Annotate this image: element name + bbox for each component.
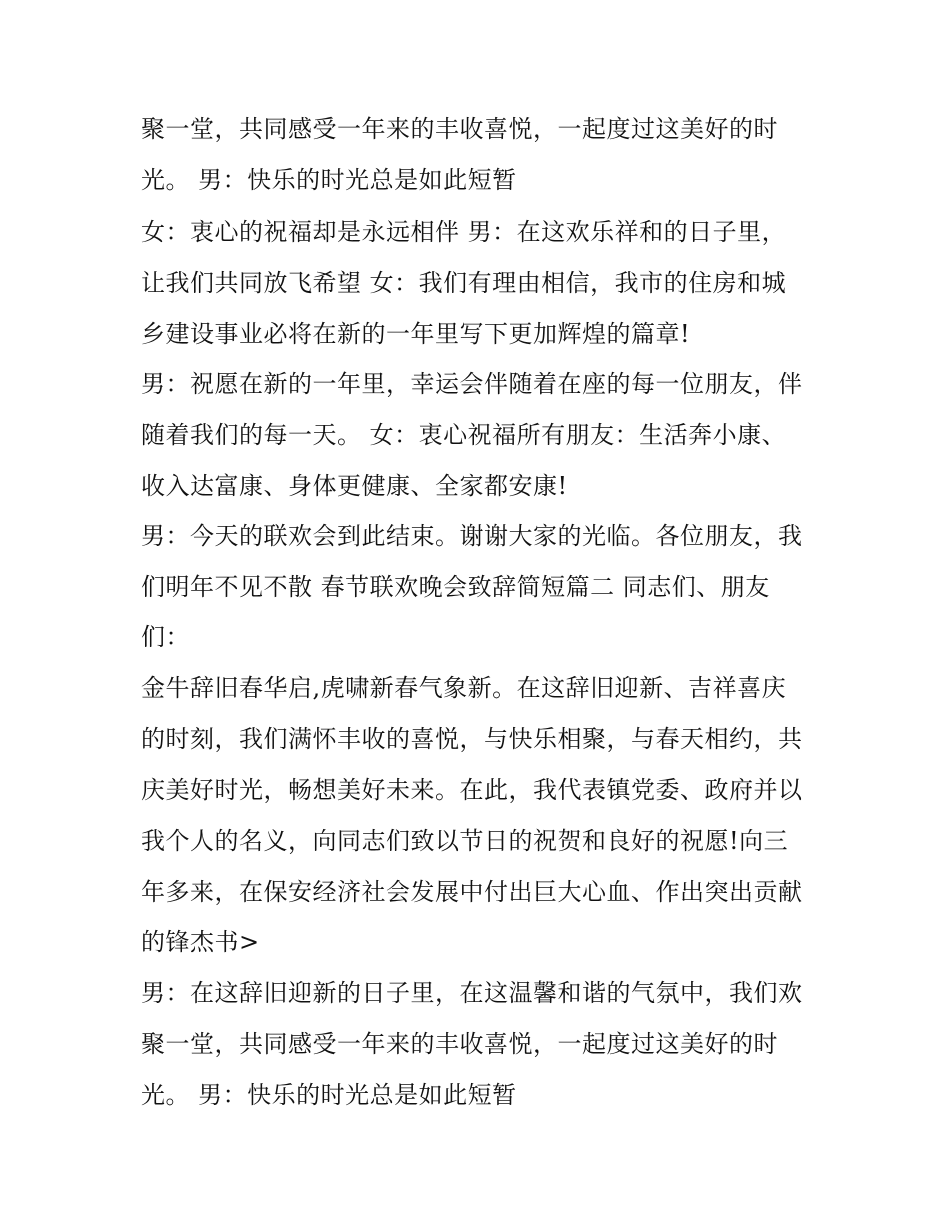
text-line: 乡建设事业必将在新的一年里写下更加辉煌的篇章! [141, 320, 691, 348]
text-line: 随着我们的每一天。 女：衷心祝福所有朋友：生活奔小康、 [141, 421, 787, 449]
text-line: 聚一堂，共同感受一年来的丰收喜悦，一起度过这美好的时 [141, 1030, 778, 1058]
text-line: 聚一堂，共同感受一年来的丰收喜悦，一起度过这美好的时 [141, 115, 778, 143]
text-line: 女：衷心的祝福却是永远相伴 男：在这欢乐祥和的日子里， [141, 218, 787, 246]
text-line: 光。 男：快乐的时光总是如此短暂 [141, 1081, 517, 1109]
text-line: 庆美好时光，畅想美好未来。在此，我代表镇党委、政府并以 [141, 776, 803, 804]
text-line: 金牛辞旧春华启,虎啸新春气象新。在这辞旧迎新、吉祥喜庆 [141, 674, 787, 702]
text-line: 让我们共同放飞希望 女：我们有理由相信，我市的住房和城 [141, 269, 787, 297]
text-line: 光。 男：快乐的时光总是如此短暂 [141, 166, 517, 194]
text-line: 收入达富康、身体更健康、全家都安康! [141, 472, 568, 500]
text-line: 男：祝愿在新的一年里，幸运会伴随着在座的每一位朋友，伴 [141, 370, 803, 398]
text-line: 男：在这辞旧迎新的日子里，在这温馨和谐的气氛中，我们欢 [141, 979, 803, 1007]
text-line: 男：今天的联欢会到此结束。谢谢大家的光临。各位朋友，我 [141, 522, 803, 550]
text-line: 的时刻，我们满怀丰收的喜悦，与快乐相聚，与春天相约，共 [141, 725, 803, 753]
text-line: 我个人的名义，向同志们致以节日的祝贺和良好的祝愿!向三 [141, 827, 789, 855]
text-line: 年多来，在保安经济社会发展中付出巨大心血、作出突出贡献 [141, 878, 803, 906]
text-line: 的锋杰书> [141, 928, 260, 956]
text-line: 们： [141, 623, 190, 651]
text-line: 们明年不见不散 春节联欢晚会致辞简短篇二 同志们、朋友 [141, 573, 770, 601]
